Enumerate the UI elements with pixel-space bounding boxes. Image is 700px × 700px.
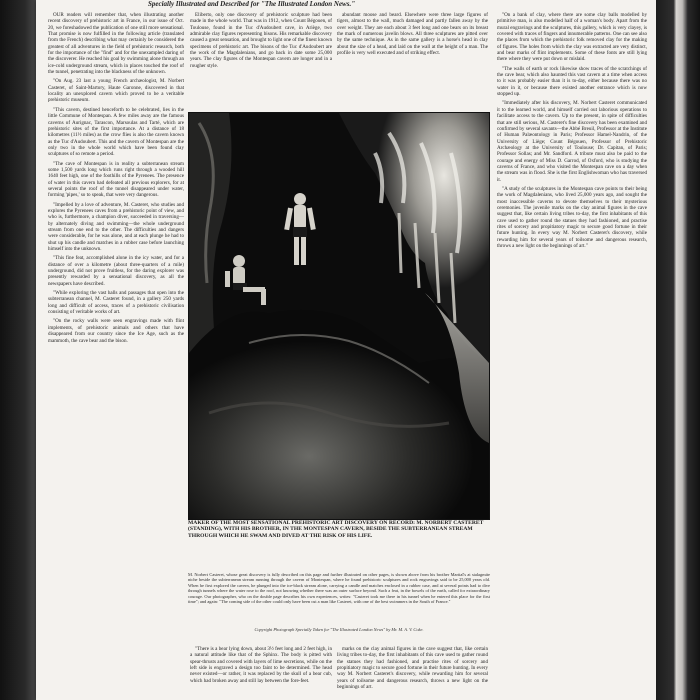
paragraph: "On the rocky walls were seen engravings made with flint implements, of prehistoric animals and others that have disappeared from our country since the Ice Age, such as the mammoth, the cave bear and the bison.: [48, 318, 184, 344]
middle-article-column: [190, 12, 332, 112]
paragraph: "While exploring the vast halls and passages that open into the subterranean channel, M. Casteret found, in a gallery 250 yards long and difficult of access, traces of a prehistoric civilisation consisting of veritable works of art.: [48, 290, 184, 316]
paragraph: "The cave of Montespan is in reality a subterranean stream some 1,500 yards long which runs right through a wooded hill 1640 feet high, one of the foothills of the Pyrenees. The presence of water in this cavern had defeated all previous explorers, for at several points the roof of the tunnel disappeared under water, forming 'pipes,' so to speak, that were very dangerous.: [48, 160, 184, 199]
paragraph: OUR readers will remember that, when illustrating another recent discovery of prehistoric art in France, in our issue of Oct. 20, we foreshadowed the publication of one still more sensational. That promise is now fulfilled in the following article (translated from the French) describing what may certainly be considered the greatest of all adventures in the field of prehistoric research, both for the importance of the "find" and for the unexampled daring of the discoverer. He reached his goal by swimming alone through an ice-cold underground stream, which in places touched the roof of the tunnel, penetrating into the blackness of the unknown.: [48, 12, 184, 76]
cave-photograph: [188, 112, 490, 520]
right-bottom-column: [337, 646, 488, 698]
paragraph: "The walls of earth or rock likewise show traces of the scratchings of the cave bear, which also haunted this vast cavern at a time when access to it was probably easier than it is to-day, either because there was no water in it, or because there existed another entrance which is now stopped up.: [497, 65, 647, 98]
scan-left-border: [0, 0, 36, 700]
cave-photo-illustration: [189, 113, 489, 519]
paragraph: "This fine feat, accomplished alone in the icy water, and for a distance of over a kilometre (about three-quarters of a mile) underground, did not prove fruitless, for the daring explorer was presently rewarded by a sensational discovery, as all the newspapers have described.: [48, 255, 184, 287]
right-article-column: [337, 12, 488, 112]
paragraph: "Immediately after his discovery, M. Norbert Casteret communicated it to the learned world, and himself carried out laborious operations to facilitate access to the cavern. Up to the present, in spite of difficulties that are still serious, M. Casteret's fine discovery has been examined and confirmed by several savants—the Abbé Breuil, Professor at the Institute of Human Palæontology in Paris; Professor Hamel-Nandrin, of the University of Liège; Count Bégouen, Professor of Prehistoric Archæology at the University of Toulouse; Dr. Capitan, of Paris; Professor Sollas; and Mr. Sandford. A tribute must also be paid to the courage and energy of Miss D. Garrod, of Oxford, who is studying the caverns of France, and who visited the Montespan cave on a day when the stream was in flood. She is the first Englishwoman who has traversed it.: [497, 100, 647, 183]
paragraph: "This cavern, destined henceforth to be celebrated, lies in the little Commune of Montespan. A few miles away are the famous caverns of Aurignac, Tarascon, Marsoulas and Tarté, which are prehistoric sites of the first importance. At a distance of 18 kilometres (11½ miles) as the crow flies is also the cavern known as the Tuc d'Audoubert. This and the cavern of Montespan are the only two in the whole world which have been found clay sculptures of so remote a period.: [48, 106, 184, 158]
paragraph: "On Aug. 23 last a young French archæologist, M. Norbert Casteret, of Saint-Martory, Haute Garonne, discovered in that locality an unexplored cavern which proved to be a veritable prehistoric museum.: [48, 78, 184, 104]
photo-credit: Copyright Photograph Specially Taken for "The Illustrated London News" by Mr. M. A. V. Coke.: [254, 627, 424, 632]
paragraph: "On a bank of clay, where there are some clay balls modelled by primitive man, is also modelled half of a woman's body. Apart from the mural engravings and the sculptures, this gallery, which is very clayey, is covered with traces of fingers and innumerable patterns. One can see also the places from which the prehistoric folk removed clay for the making of figures. The holes from which the clay was extracted are very distinct, and bear marks of flint implements. Some of these fonts are still lying there where they were put down or mislaid.: [497, 12, 647, 63]
paragraph: Eliberto, only one discovery of prehistoric sculpture had been made in the whole world. That was in 1912, when Count Bégouen, of Toulouse, found in the Tuc d'Audoubert cave, in Ariège, two admirable clay figures representing bisons. His remarkable discovery caused a great sensation, and brought to light one of the finest known specimens of prehistoric art. The bisons of the Tuc d'Audoubert are the work of the Magdalenians, and go back in date some 25,000 years. The clay figures of the Montespan cavern are longer and in a rougher style.: [190, 12, 332, 69]
page-header: Specially Illustrated and Described for "The Illustrated London News.": [148, 0, 356, 8]
photo-caption-title: MAKER OF THE MOST SENSATIONAL PREHISTORIC ART DISCOVERY ON RECORD: M. NORBERT CASTERET (STANDING), WITH HIS BROTHER, IN THE MONTESPAN CAVERN, BESIDE THE SUBTERRANEAN STREAM THROUGH WHICH HE SWAM AND DIVED AT THE RISK OF HIS LIFE.: [188, 520, 484, 539]
photo-caption-body: M. Norbert Casteret, whose great discovery is fully described on this page and further illustrated on other pages, is shown above from his brother Martial's at stalagmite niche beside the subterranean stream running through the cavern of Montespan, where he found prehistoric sculptures and rock engravings said to be 25,000 years old. When he first explored the cavern, he plunged into the ice-black stream alone, carrying a candle and matches enclosed in a rubber case, and at several points had to dive through tunnels where the water rose to the roof, not knowing whether there was an outer surface beyond. Such a feat, in the bowels of the earth, called for extraordinary courage. Our photographer, who on the double page describes his own experiences, writes: "Casteret took me there in his tunnel when he entered this place for the first time"; and again: "The coming side of the other could only have been cut a man like Casteret, with one of the best swimmers in the South of France.": [188, 572, 490, 605]
paragraph: "Impelled by a love of adventure, M. Casteret, who studies and explores the Pyrenees caves from a prehistoric point of view, and who is, furthermore, a champion diver, succeeded in traversing—by alternately diving and swimming—the whole underground stream from one end to the other. The difficulties and dangers were considerable, for he was alone, and at each plunge he had to shut up his candle and matches in a rubber case before launching himself into the unknown.: [48, 201, 184, 253]
paragraph: marks on the clay animal figures in the cave suggest that, like certain living tribes to-day, the first inhabitants of this cave used to gather round the statues they had fashioned, and practise rites of sorcery and propitiatory magic to secure good fortune in their future hunting. In every way M. Norbert Casteret's discovery, while rewarding him for several years of toilsome and dangerous research, throws a new light on the beginnings of art.: [337, 646, 488, 691]
paragraph: "There is a bear lying down, about 3½ feet long and 2 feet high, in a natural attitude like that of the Sphinx. The body is pitted with spear-thrusts and covered with layers of lime secretions, while on the left side is engraved a design too faint to be determined. The head never existed—or rather, it was replaced by the skull of a bear cub, which had broken away and still lay between the fore-feet.: [190, 646, 332, 684]
paragraph: "A study of the sculptures in the Montespan cave points to their being the work of Magdalenians, who lived 25,000 years ago, and sought the most inaccessible caverns to devote themselves to their mysterious ceremonies. The juvenile marks on the clay animal figures in the cave suggest that, like certain living tribes to-day, the first inhabitants of this cave used to gather round the statues they had fashioned, and practise rites of sorcery and propitiatory magic to secure good fortune in their future hunting. In every way M. Norbert Casteret's discovery, while rewarding him for several years of toilsome and dangerous research, throws a new light on the beginnings of art.": [497, 185, 647, 250]
scan-right-border: [656, 0, 700, 700]
middle-bottom-column: [190, 646, 332, 698]
left-article-column: [48, 12, 184, 694]
paragraph: abundant moose and beard. Elsewhere were three large figures of tigers, almost to the wall, much damaged and partly fallen away by the over weight. They are each about 3 feet long and one bears on its breast the mark of numerous javelin blows. All three sculptures are pitted over by the same technique. As in the same gallery is a horse's head in clay about the size of a head, and laid on the wall at the height of a man. The profile is very well executed and of striking effect.: [337, 12, 488, 57]
far-right-article-column: [497, 12, 647, 694]
